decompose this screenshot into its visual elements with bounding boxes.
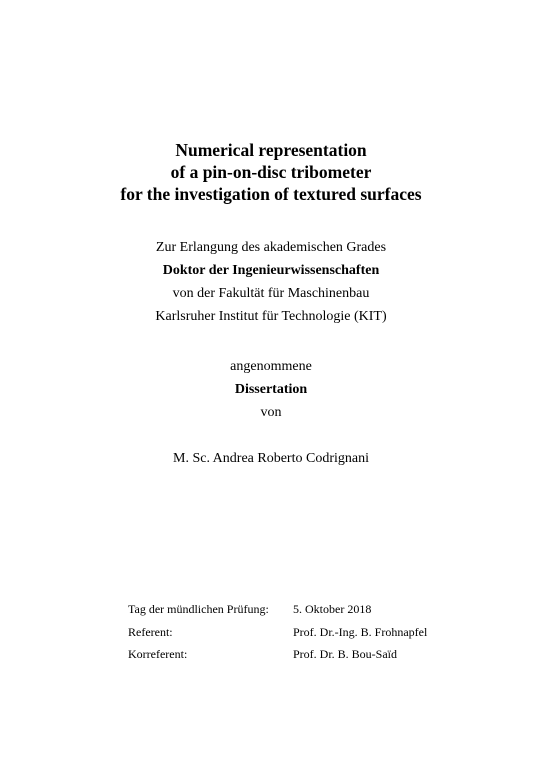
accepted-label: angenommene xyxy=(230,359,312,374)
faculty-name: von der Fakultät für Maschinenbau xyxy=(172,286,370,301)
meta-row-exam-date xyxy=(128,598,427,621)
thesis-title-line-1: Numerical representation xyxy=(175,140,367,160)
referee-label: Referent: xyxy=(128,624,173,639)
exam-date-value: 5. Oktober 2018 xyxy=(293,602,372,616)
exam-date-label: Tag der mündlichen Prüfung: xyxy=(128,602,269,616)
meta-row-coreferee xyxy=(128,643,427,666)
thesis-title-line-3: for the investigation of textured surfaces xyxy=(120,184,422,204)
coreferee-value: Prof. Dr. B. Bou-Saïd xyxy=(293,647,398,661)
thesis-title-line-2: of a pin-on-disc tribometer xyxy=(170,162,372,182)
dissertation-statement xyxy=(0,355,542,424)
dissertation-label: Dissertation xyxy=(234,382,308,397)
thesis-title xyxy=(0,139,542,205)
author-name: M. Sc. Andrea Roberto Codrignani xyxy=(173,451,369,466)
institution-name: Karlsruher Institut für Technologie (KIT) xyxy=(155,309,387,324)
meta-row-referee xyxy=(128,621,427,644)
referee-value: Prof. Dr.-Ing. B. Frohnapfel xyxy=(293,624,428,639)
examination-details xyxy=(128,598,427,666)
degree-purpose: Zur Erlangung des akademischen Grades xyxy=(155,240,387,255)
degree-statement xyxy=(0,236,542,328)
degree-name: Doktor der Ingenieurwissenschaften xyxy=(162,263,380,278)
coreferee-label: Korreferent: xyxy=(128,647,188,661)
author-block xyxy=(0,447,542,470)
by-label: von xyxy=(260,405,282,420)
